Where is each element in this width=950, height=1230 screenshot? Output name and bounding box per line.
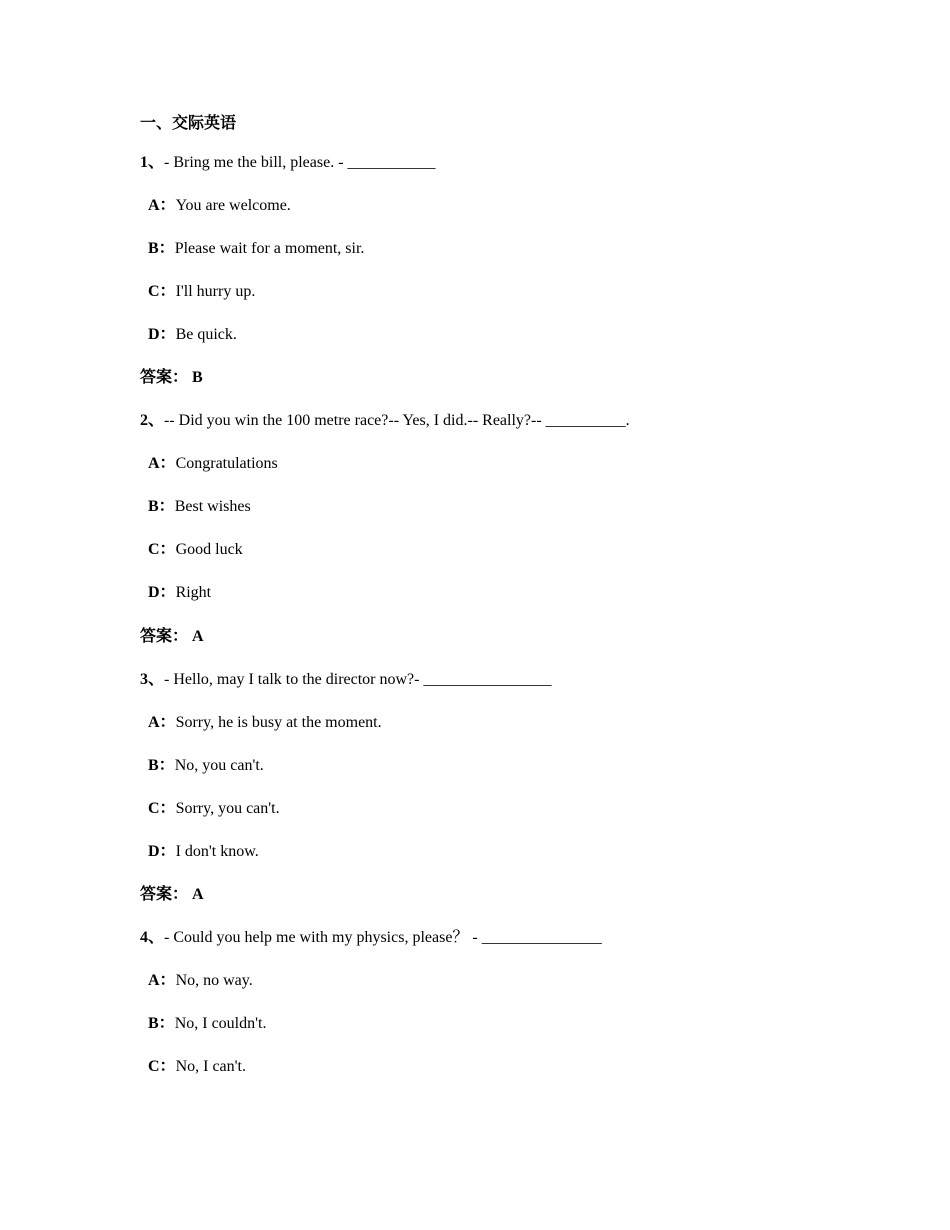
option-label: A： [148, 972, 176, 990]
option-text: Right [175, 584, 212, 602]
option-text: No, no way. [175, 972, 253, 990]
option-text: Congratulations [175, 455, 278, 473]
question-2-option-b [140, 485, 900, 528]
question-2-option-c [140, 528, 900, 571]
option-text: I'll hurry up. [175, 282, 256, 300]
option-label: B： [148, 756, 175, 774]
answer-label: 答案： [140, 886, 189, 904]
option-label: C： [148, 282, 176, 300]
question-3-option-d [140, 830, 900, 873]
question-4 [140, 916, 900, 959]
answer-value: A [192, 886, 204, 904]
option-text: Good luck [175, 541, 243, 559]
option-label: A： [148, 196, 176, 214]
option-label: C： [148, 799, 176, 817]
answer-value: A [192, 627, 204, 645]
option-label: B： [148, 498, 175, 516]
question-3 [140, 658, 900, 701]
question-1 [140, 141, 900, 184]
option-text: No, I can't. [175, 1058, 246, 1076]
question-stem: - Hello, may I talk to the director now?- ________________ [164, 670, 552, 688]
section-title: 一、交际英语 [140, 114, 237, 132]
question-number: 4、 [140, 929, 165, 947]
option-label: D： [148, 584, 176, 602]
question-4-option-c [140, 1045, 900, 1088]
question-stem: - Bring me the bill, please. - ___________ [164, 153, 436, 171]
option-text: Best wishes [174, 498, 251, 516]
option-text: Sorry, you can't. [175, 799, 280, 817]
question-3-option-a [140, 701, 900, 744]
question-4-option-a [140, 959, 900, 1002]
option-label: B： [148, 239, 175, 257]
question-stem: -- Did you win the 100 metre race?-- Yes, I did.-- Really?-- __________. [164, 412, 630, 430]
question-number: 3、 [140, 670, 165, 688]
option-label: D： [148, 325, 176, 343]
question-2-answer [140, 615, 900, 658]
question-1-option-c [140, 270, 900, 313]
option-text: You are welcome. [175, 196, 291, 214]
question-1-answer [140, 356, 900, 399]
answer-label: 答案： [140, 368, 189, 386]
answer-label: 答案： [140, 627, 189, 645]
question-2-option-d [140, 571, 900, 614]
option-label: C： [148, 541, 176, 559]
question-2-option-a [140, 442, 900, 485]
question-number: 1、 [140, 153, 165, 171]
question-3-option-b [140, 744, 900, 787]
question-3-answer [140, 873, 900, 916]
option-label: A： [148, 455, 176, 473]
question-3-option-c [140, 787, 900, 830]
option-text: Please wait for a moment, sir. [174, 239, 365, 257]
option-text: No, I couldn't. [174, 1015, 267, 1033]
option-text: Sorry, he is busy at the moment. [175, 713, 382, 731]
option-text: No, you can't. [174, 756, 264, 774]
question-number: 2、 [140, 412, 165, 430]
question-2 [140, 399, 900, 442]
option-label: C： [148, 1058, 176, 1076]
option-text: I don't know. [175, 843, 259, 860]
option-label: A： [148, 713, 176, 731]
answer-value: B [192, 368, 203, 386]
question-stem: - Could you help me with my physics, please？ - _______________ [164, 929, 602, 947]
question-1-option-b [140, 227, 900, 270]
question-1-option-d [140, 313, 900, 356]
option-label: B： [148, 1015, 175, 1033]
option-text: Be quick. [175, 325, 237, 343]
option-label: D： [148, 843, 176, 860]
question-1-option-a [140, 184, 900, 227]
question-4-option-b [140, 1002, 900, 1045]
exam-content [140, 106, 900, 1089]
